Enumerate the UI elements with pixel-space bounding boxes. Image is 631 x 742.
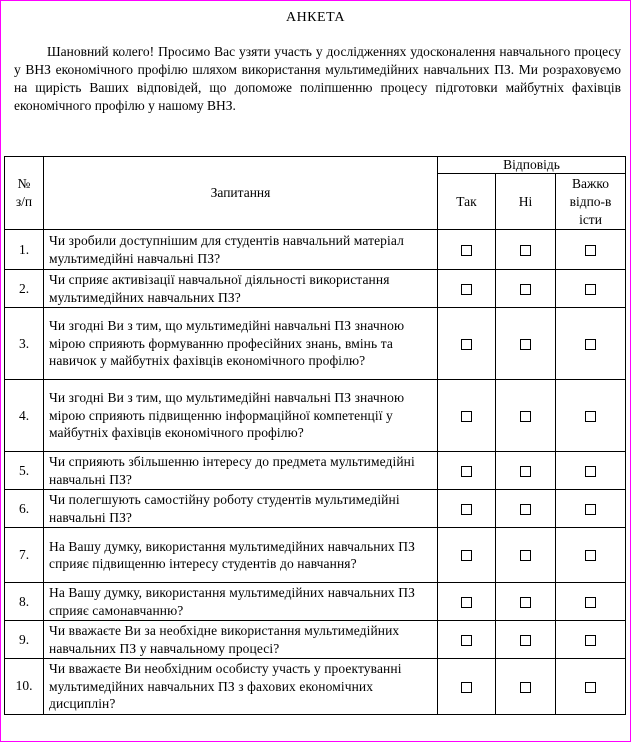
checkbox-no[interactable] (520, 504, 531, 515)
row-number: 1. (5, 230, 44, 270)
row-number: 9. (5, 621, 44, 659)
checkbox-hard-to-answer[interactable] (585, 597, 596, 608)
answer-cell-hard-to-answer (556, 621, 626, 659)
row-number: 8. (5, 583, 44, 621)
answer-cell-no (496, 380, 556, 452)
question-text: Чи сприяють збільшенню інтересу до предмета мультимедійні навчальні ПЗ? (44, 452, 438, 490)
table-row (5, 230, 626, 270)
header-no: Ні (496, 174, 556, 230)
answer-cell-no (496, 452, 556, 490)
answer-cell-hard-to-answer (556, 452, 626, 490)
checkbox-yes[interactable] (461, 504, 472, 515)
answer-cell-hard-to-answer (556, 659, 626, 715)
checkbox-hard-to-answer[interactable] (585, 466, 596, 477)
answer-cell-no (496, 528, 556, 583)
answer-cell-yes (438, 230, 496, 270)
answer-cell-hard-to-answer (556, 270, 626, 308)
answer-cell-no (496, 659, 556, 715)
table-row (5, 490, 626, 528)
table-row (5, 308, 626, 380)
checkbox-hard-to-answer[interactable] (585, 284, 596, 295)
checkbox-no[interactable] (520, 284, 531, 295)
checkbox-hard-to-answer[interactable] (585, 245, 596, 256)
header-yes: Так (438, 174, 496, 230)
checkbox-no[interactable] (520, 245, 531, 256)
answer-cell-yes (438, 659, 496, 715)
table-row (5, 528, 626, 583)
checkbox-hard-to-answer[interactable] (585, 411, 596, 422)
header-hard-to-answer: Важко відпо-вісти (556, 174, 626, 230)
table-row (5, 452, 626, 490)
table-row (5, 380, 626, 452)
header-question: Запитання (44, 157, 438, 230)
intro-paragraph: Шановний колего! Просимо Вас узяти участь у дослідженнях удосконалення навчального процесу у ВНЗ економічного профілю шляхом використання мультимедійних навчальних ПЗ. Ми розраховуємо на щирість Ваших відповідей, що допоможе поліпшенню процесу підготовки майбутніх фахівців економічного профілю у нашому ВНЗ. (14, 44, 621, 113)
checkbox-no[interactable] (520, 339, 531, 350)
table-row (5, 659, 626, 715)
answer-cell-yes (438, 452, 496, 490)
checkbox-yes[interactable] (461, 466, 472, 477)
question-text: Чи згодні Ви з тим, що мультимедійні навчальні ПЗ значною мірою сприяють формуванню професійних знань, вмінь та навичок у майбутніх фахівців економічного профілю? (44, 308, 438, 380)
table-row (5, 621, 626, 659)
row-number: 6. (5, 490, 44, 528)
row-number: 2. (5, 270, 44, 308)
page-title: АНКЕТА (285, 10, 346, 25)
checkbox-yes[interactable] (461, 245, 472, 256)
answer-cell-yes (438, 528, 496, 583)
answer-cell-no (496, 490, 556, 528)
answer-cell-yes (438, 270, 496, 308)
checkbox-yes[interactable] (461, 597, 472, 608)
answer-cell-yes (438, 308, 496, 380)
header-answer: Відповідь (438, 157, 626, 174)
checkbox-no[interactable] (520, 466, 531, 477)
question-text: На Вашу думку, використання мультимедійних навчальних ПЗ сприяє підвищенню інтересу студентів до навчання? (44, 528, 438, 583)
checkbox-yes[interactable] (461, 284, 472, 295)
question-text: Чи згодні Ви з тим, що мультимедійні навчальні ПЗ значною мірою сприяють підвищенню інформаційної компетенції у майбутніх фахівців економічного профілю? (44, 380, 438, 452)
answer-cell-no (496, 230, 556, 270)
checkbox-hard-to-answer[interactable] (585, 339, 596, 350)
table-row (5, 583, 626, 621)
answer-cell-hard-to-answer (556, 528, 626, 583)
answer-cell-hard-to-answer (556, 583, 626, 621)
question-text: На Вашу думку, використання мультимедійних навчальних ПЗ сприяє самонавчанню? (44, 583, 438, 621)
survey-table (4, 156, 626, 715)
answer-cell-no (496, 583, 556, 621)
answer-cell-hard-to-answer (556, 490, 626, 528)
checkbox-no[interactable] (520, 635, 531, 646)
header-number: № з/п (5, 157, 44, 230)
survey-body (5, 230, 626, 715)
answer-cell-yes (438, 380, 496, 452)
row-number: 4. (5, 380, 44, 452)
checkbox-hard-to-answer[interactable] (585, 550, 596, 561)
answer-cell-no (496, 621, 556, 659)
checkbox-no[interactable] (520, 682, 531, 693)
checkbox-hard-to-answer[interactable] (585, 682, 596, 693)
checkbox-no[interactable] (520, 550, 531, 561)
checkbox-yes[interactable] (461, 339, 472, 350)
row-number: 7. (5, 528, 44, 583)
answer-cell-hard-to-answer (556, 380, 626, 452)
answer-cell-hard-to-answer (556, 230, 626, 270)
question-text: Чи вважаєте Ви за необхідне використання мультимедійних навчальних ПЗ у навчальному процесі? (44, 621, 438, 659)
answer-cell-yes (438, 490, 496, 528)
question-text: Чи вважаєте Ви необхідним особисту участь у проектуванні мультимедійних навчальних ПЗ з фахових економічних дисциплін? (44, 659, 438, 715)
answer-cell-no (496, 270, 556, 308)
row-number: 10. (5, 659, 44, 715)
checkbox-hard-to-answer[interactable] (585, 635, 596, 646)
question-text: Чи сприяє активізації навчальної діяльності використання мультимедійних навчальних ПЗ? (44, 270, 438, 308)
checkbox-no[interactable] (520, 411, 531, 422)
question-text: Чи зробили доступнішим для студентів навчальний матеріал мультимедійні навчальні ПЗ? (44, 230, 438, 270)
checkbox-yes[interactable] (461, 635, 472, 646)
checkbox-no[interactable] (520, 597, 531, 608)
row-number: 5. (5, 452, 44, 490)
answer-cell-no (496, 308, 556, 380)
checkbox-yes[interactable] (461, 411, 472, 422)
answer-cell-yes (438, 621, 496, 659)
question-text: Чи полегшують самостійну роботу студентів мультимедійні навчальні ПЗ? (44, 490, 438, 528)
checkbox-yes[interactable] (461, 550, 472, 561)
answer-cell-yes (438, 583, 496, 621)
row-number: 3. (5, 308, 44, 380)
checkbox-yes[interactable] (461, 682, 472, 693)
answer-cell-hard-to-answer (556, 308, 626, 380)
checkbox-hard-to-answer[interactable] (585, 504, 596, 515)
table-row (5, 270, 626, 308)
